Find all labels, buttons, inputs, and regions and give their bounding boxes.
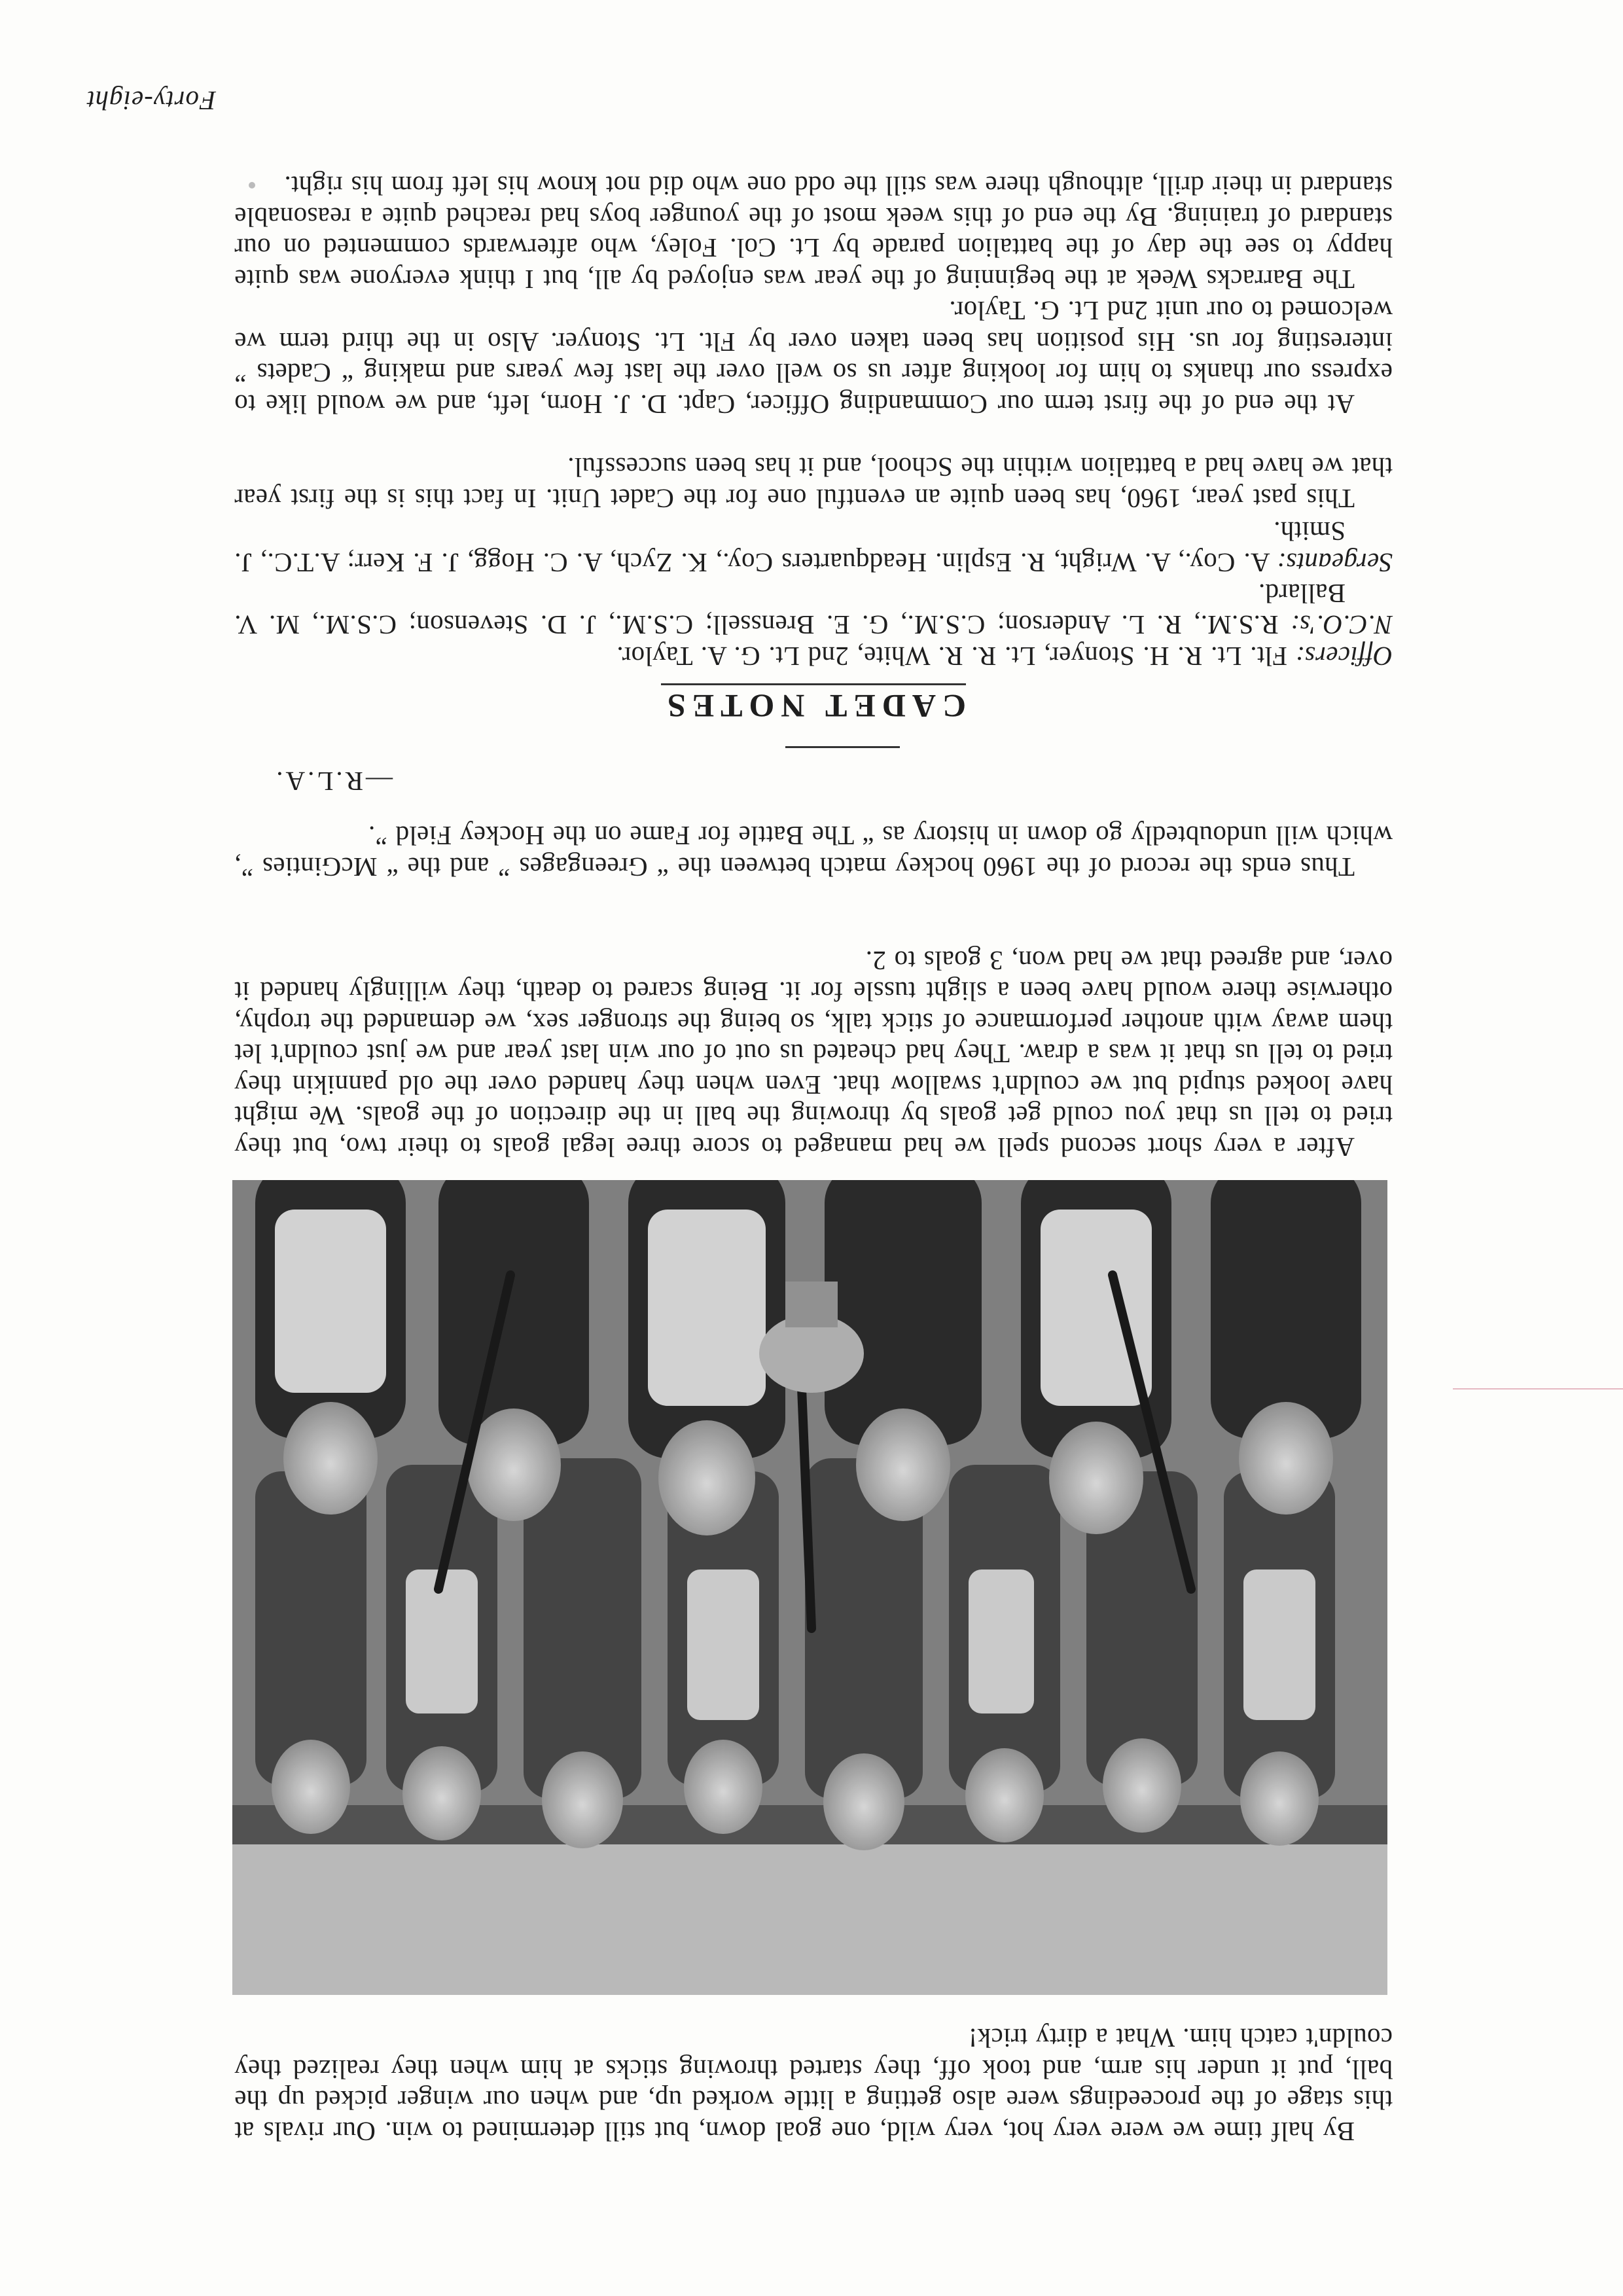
paragraph-half-time: By half time we were very hot, very wild, one goal down, but still determined to win. Our rivals at this stage of the proceedings were also getting a little worked up, and when our winger picked up the ball, put it under his arm, and took off, they started throwing sticks at him when they realized they couldn't catch him. What a dirty trick! bbox=[234, 2023, 1393, 2147]
section-divider bbox=[785, 746, 900, 748]
ncos-names: R.S.M., R. L. Anderson; C.S.M., G. E. Brenssell; C.S.M., J. D. Stevenson; C.S.M., M. V. Ballard. bbox=[234, 579, 1346, 640]
sergeants-names: A. Coy., A. Wright, R. Esplin. Headquarters Coy., K. Zych, A. C. Hogg, J. F. Kerr; A.T.C., J. Smith. bbox=[234, 516, 1346, 578]
officers-label: Officers: bbox=[1295, 641, 1393, 672]
officers-list bbox=[234, 641, 1393, 672]
page-number: Forty-eight bbox=[86, 86, 216, 116]
paragraph-past-year: This past year, 1960, has been quite an eventful one for the Cadet Unit. In fact this is the first year that we have had a battalion within the School, and it has been successful. bbox=[234, 452, 1393, 514]
sergeants-label: Sergeants: bbox=[1277, 548, 1393, 578]
ncos-list bbox=[234, 578, 1393, 640]
ncos-label: N.C.O.'s: bbox=[1290, 610, 1393, 640]
paragraph-barracks-week: The Barracks Week at the beginning of the year was enjoyed by all, but I think everyone was quite happy to see the day of the battalion parade by Lt. Col. Foley, who afterwards commented on our standard of training. By the end of this week most of the younger boys had reached quite a reasonable standard in their drill, although there was still the odd one who did not know his left from his right. bbox=[234, 171, 1393, 295]
paragraph-end-first-term: At the end of the first term our Commanding Officer, Capt. D. J. Horn, left, and we would like to express our thanks to him for looking after us so well over the last few years and making “ Cadets ” interesting for us. His position has been taken over by Flt. Lt. Stonyer. Also in the third term we welcomed to our unit 2nd Lt. G. Taylor. bbox=[234, 296, 1393, 420]
officers-names: Flt. Lt. R. H. Stonyer, Lt. R. R. White, 2nd Lt. G. A. Taylor. bbox=[616, 641, 1287, 672]
scan-dot bbox=[249, 182, 255, 188]
paragraph-thus-ends: Thus ends the record of the 1960 hockey match between the “ Greengages ” and the “ McGinties ”, which will undoubtedly go down in history as “ The Battle for Fame on the Hockey Field ”. bbox=[234, 821, 1393, 882]
signature-initials: —R.L.A. bbox=[274, 766, 393, 797]
group-photograph bbox=[232, 1180, 1387, 1995]
sergeants-list bbox=[234, 516, 1393, 578]
paragraph-second-spell: After a very short second spell we had managed to score three legal goals to their two, but they tried to tell us that you could get goals by throwing the ball in the direction of the goals. We might have looked stupid but we couldn't swallow that. Even when they handed over the old pannikin they tried to tell us that it was a draw. They had cheated us out of our win last year and we just couldn't let them away with another performance of stick talk, so being the stronger sex, we demanded the trophy, otherwise there would have been a slight tussle for it. Being scared to death, they willingly handed it over, and agreed that we had won, 3 goals to 2. bbox=[234, 946, 1393, 1162]
section-heading bbox=[234, 687, 1393, 725]
cadet-notes-heading: CADET NOTES bbox=[661, 683, 966, 725]
margin-mark bbox=[1453, 1388, 1623, 1390]
